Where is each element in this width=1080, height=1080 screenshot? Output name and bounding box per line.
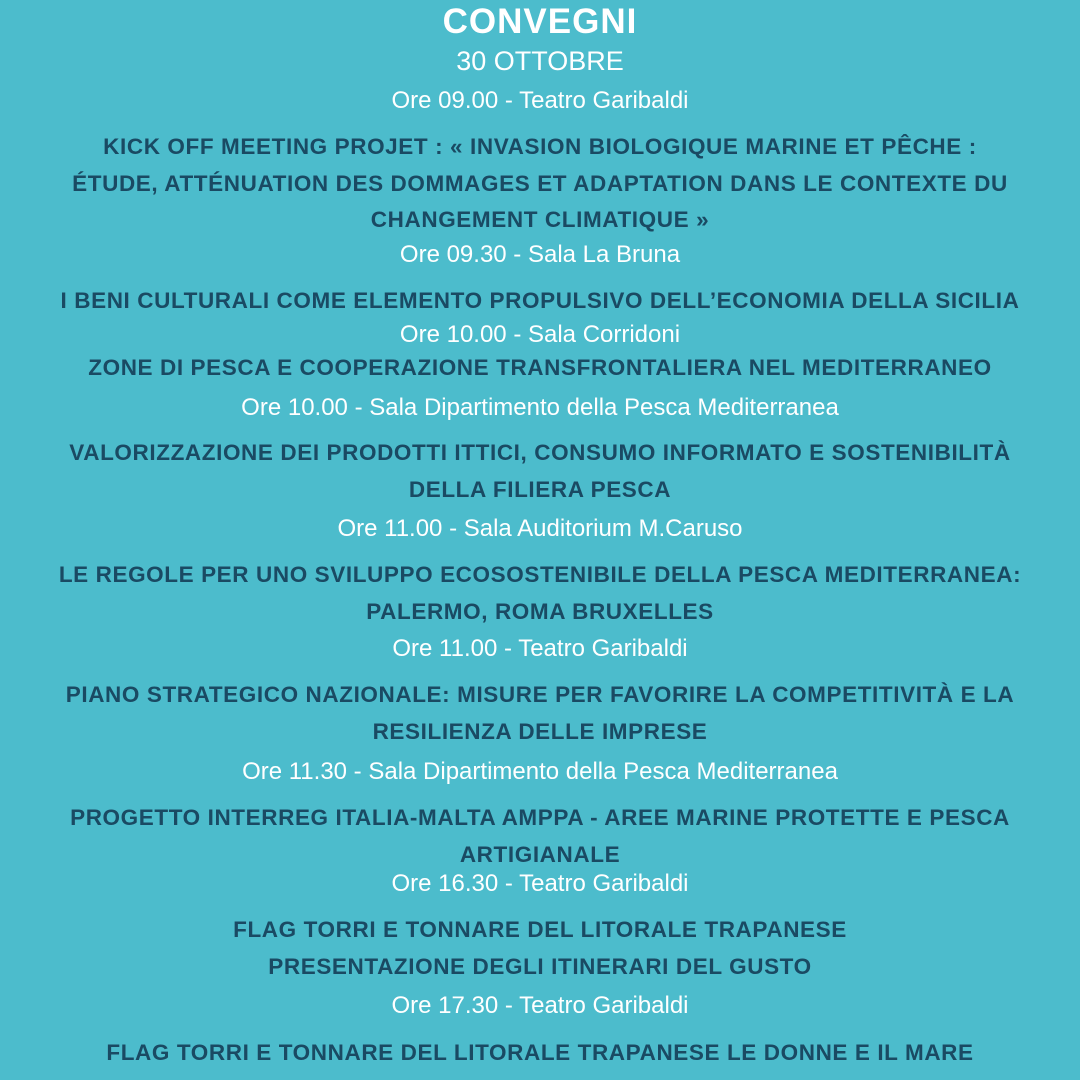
session-title-line: CHANGEMENT CLIMATIQUE » [370, 207, 710, 232]
session-time: Ore 11.00 - Teatro Garibaldi [392, 635, 688, 662]
session-time: Ore 11.00 - Sala Auditorium M.Caruso [337, 515, 743, 542]
session-title-line: PALERMO, ROMA BRUXELLES [366, 599, 714, 624]
session-title-line: PROGETTO INTERREG ITALIA-MALTA AMPPA - AREE MARINE PROTETTE E PESCA [70, 805, 1010, 830]
session-title-line: PRESENTAZIONE DEGLI ITINERARI DEL GUSTO [268, 954, 812, 979]
session-title-line: RESILIENZA DELLE IMPRESE [372, 719, 708, 744]
poster-date: 30 OTTOBRE [456, 46, 624, 76]
session-time: Ore 09.30 - Sala La Bruna [399, 241, 681, 268]
session-title-line: ÉTUDE, ATTÉNUATION DES DOMMAGES ET ADAPTATION DANS LE CONTEXTE DU [72, 171, 1008, 196]
session-time: Ore 10.00 - Sala Dipartimento della Pesca Mediterranea [241, 394, 839, 421]
session-title-line: LE REGOLE PER UNO SVILUPPO ECOSOSTENIBILE DELLA PESCA MEDITERRANEA: [58, 562, 1022, 587]
session-title-line: KICK OFF MEETING PROJET : « INVASION BIOLOGIQUE MARINE ET PÊCHE : [103, 134, 977, 159]
session-title-line: DELLA FILIERA PESCA [408, 477, 672, 502]
session-title-line: ZONE DI PESCA E COOPERAZIONE TRANSFRONTALIERA NEL MEDITERRANEO [88, 355, 992, 380]
session-time: Ore 09.00 - Teatro Garibaldi [391, 87, 689, 114]
session-time: Ore 11.30 - Sala Dipartimento della Pesca Mediterranea [242, 758, 838, 785]
session-title-line: ARTIGIANALE [459, 842, 621, 867]
session-title-line: VALORIZZAZIONE DEI PRODOTTI ITTICI, CONSUMO INFORMATO E SOSTENIBILITÀ [69, 440, 1011, 465]
session-title-line: FLAG TORRI E TONNARE DEL LITORALE TRAPANESE LE DONNE E IL MARE [106, 1040, 974, 1065]
session-time: Ore 16.30 - Teatro Garibaldi [391, 870, 689, 897]
session-title-line: FLAG TORRI E TONNARE DEL LITORALE TRAPANESE [233, 917, 847, 942]
poster-title: CONVEGNI [442, 2, 638, 41]
session-time: Ore 17.30 - Teatro Garibaldi [391, 992, 689, 1019]
session-title-line: PIANO STRATEGICO NAZIONALE: MISURE PER FAVORIRE LA COMPETITIVITÀ E LA [65, 682, 1015, 707]
session-title-line: I BENI CULTURALI COME ELEMENTO PROPULSIVO DELL’ECONOMIA DELLA SICILIA [60, 288, 1020, 313]
session-time: Ore 10.00 - Sala Corridoni [399, 321, 681, 348]
